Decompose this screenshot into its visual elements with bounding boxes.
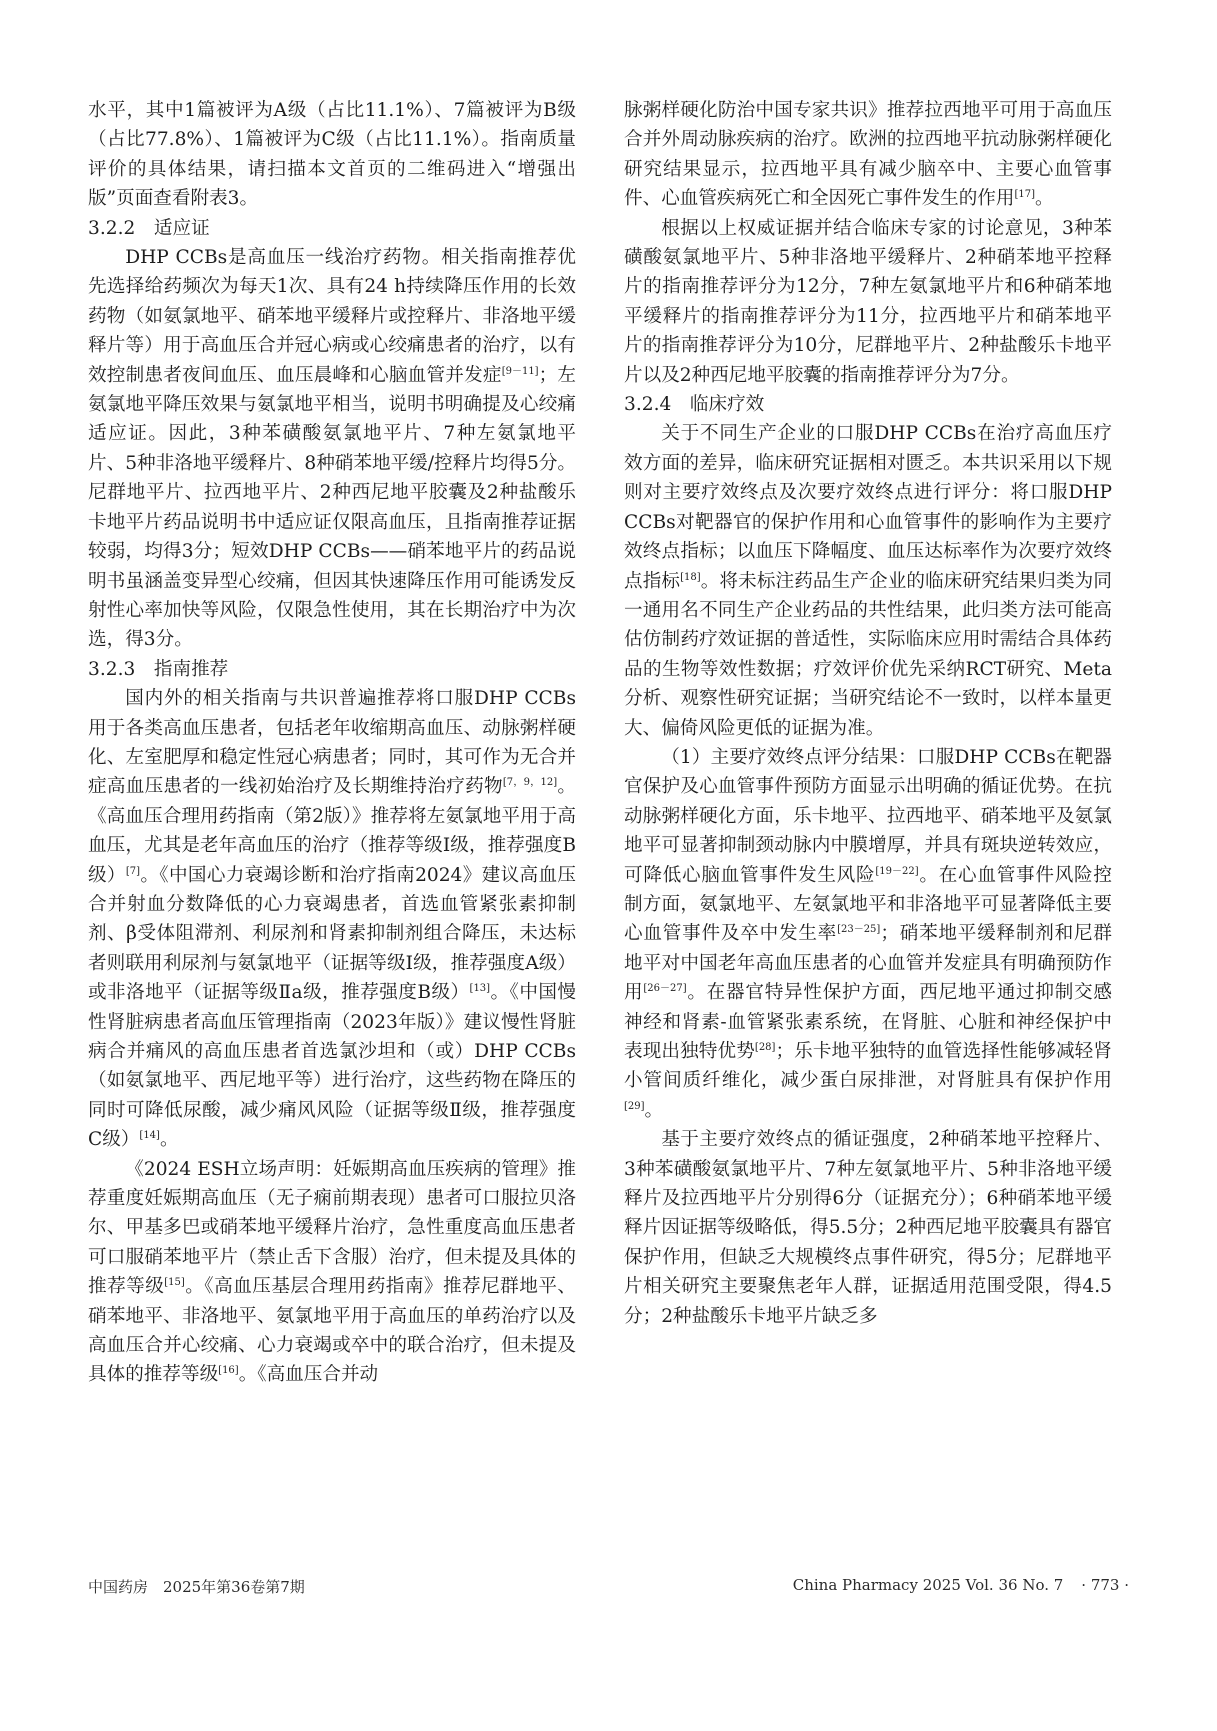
paragraph-continued: 脉粥样硬化防治中国专家共识》推荐拉西地平可用于高血压合并外周动脉疾病的治疗。欧洲的拉西地平抗动脉粥样硬化研究结果显示，拉西地平具有减少脑卒中、主要心血管事件、心血管疾病死亡和全因死亡事件发生的作用[17]。 — [624, 100, 1112, 210]
paragraph-primary-endpoint-scores: 基于主要疗效终点的循证强度，2种硝苯地平控释片、3种苯磺酸氨氯地平片、7种左氨氯地平片、5种非洛地平缓释片及拉西地平片分别得6分（证据充分）；6种硝苯地平缓释片因证据等级略低，得5.5分；2种西尼地平胶囊具有器官保护作用，但缺乏大规模终点事件研究，得5分；尼群地平片相关研究主要聚焦老年人群，证据适用范围受限，得4.5分；2种盐酸乐卡地平片缺乏多 — [624, 1129, 1112, 1327]
citation: [14] — [139, 1130, 160, 1142]
right-column — [624, 96, 1112, 1331]
paragraph-guideline-scores: 根据以上权威证据并结合临床专家的讨论意见，3种苯磺酸氨氯地平片、5种非洛地平缓释片、2种硝苯地平控释片的指南推荐评分为12分，7种左氨氯地平片和6种硝苯地平缓释片的指南推荐评分为11分，拉西地平片和硝苯地平片的指南推荐评分为10分，尼群地平片、2种盐酸乐卡地平片以及2种西尼地平胶囊的指南推荐评分为7分。 — [624, 217, 1112, 386]
citation: [17] — [1014, 189, 1036, 201]
paragraph-guideline-recommendations: 国内外的相关指南与共识普遍推荐将口服DHP CCBs用于各类高血压患者，包括老年收缩期高血压、动脉粥样硬化、左室肥厚和稳定性冠心病患者；同时，其可作为无合并症高血压患者的一线初始治疗及长期维持治疗药物[7，9，12]。《高血压合理用药指南（第2版）》推荐将左氨氯地平用于高血压，尤其是老年高血压的治疗（推荐等级Ⅰ级，推荐强度B级）[7]。《中国心力衰竭诊断和治疗指南2024》建议高血压合并射血分数降低的心力衰竭患者，首选血管紧张素抑制剂、β受体阻滞剂、利尿剂和肾素抑制剂组合降压，未达标者则联用利尿剂与氨氯地平（证据等级Ⅰ级，推荐强度A级）或非洛地平（证据等级Ⅱa级，推荐强度B级）[13]。《中国慢性肾脏病患者高血压管理指南（2023年版）》建议慢性肾脏病合并痛风的高血压患者首选氯沙坦和（或）DHP CCBs（如氨氯地平、西尼地平等）进行治疗，这些药物在降压的同时可降低尿酸，减少痛风风险（证据等级Ⅱ级，推荐强度C级）[14]。 — [88, 688, 577, 1151]
paragraph-esh-statement: 《2024 ESH立场声明：妊娠期高血压疾病的管理》推荐重度妊娠期高血压（无子痫前期表现）患者可口服拉贝洛尔、甲基多巴或硝苯地平缓释片治疗，急性重度高血压患者可口服硝苯地平片（禁止舌下含服）治疗，但未提及具体的推荐等级[15]。《高血压基层合理用药指南》推荐尼群地平、硝苯地平、非洛地平、氨氯地平用于高血压的单药治疗以及高血压合并心绞痛、心力衰竭或卒中的联合治疗，但未提及具体的推荐等级[16]。《高血压合并动 — [88, 1158, 576, 1386]
section-heading-3-2-4: 3.2.4 临床疗效 — [624, 394, 765, 416]
citation: [9－11] — [501, 365, 539, 377]
paragraph-indications: DHP CCBs是高血压一线治疗药物。相关指南推荐优先选择给药频次为每天1次、具有24 h持续降压作用的长效药物（如氨氯地平、硝苯地平缓释片或控释片、非洛地平缓释片等）用于高血压合并冠心病或心绞痛患者的治疗，以有效控制患者夜间血压、血压晨峰和心脑血管并发症[9－11]；左氨氯地平降压效果与氨氯地平相当，说明书明确提及心绞痛适应证。因此，3种苯磺酸氨氯地平片、7种左氨氯地平片、5种非洛地平缓释片、8种硝苯地平缓/控释片均得5分。尼群地平片、拉西地平片、2种西尼地平胶囊及2种盐酸乐卡地平片药品说明书中适应证仅限高血压，且指南推荐证据较弱，均得3分；短效DHP CCBs——硝苯地平片的药品说明书虽涵盖变异型心绞痛，但因其快速降压作用可能诱发反射性心率加快等风险，仅限急性使用，其在长期治疗中为次选，得3分。 — [88, 247, 577, 651]
citation: [23－25] — [837, 924, 881, 936]
citation: [16] — [218, 1365, 239, 1377]
paragraph-quality-grades: 水平，其中1篇被评为A级（占比11.1%）、7篇被评为B级（占比77.8%）、1篇被评为C级（占比11.1%）。指南质量评价的具体结果，请扫描本文首页的二维码进入“增强出版”页面查看附表3。 — [88, 100, 576, 210]
section-heading-3-2-3: 3.2.3 指南推荐 — [88, 658, 229, 680]
citation: [13] — [469, 983, 491, 995]
citation: [7] — [125, 865, 141, 877]
left-column — [88, 96, 576, 1390]
citation: [19－22] — [875, 865, 919, 877]
section-heading-3-2-2: 3.2.2 适应证 — [88, 217, 210, 239]
page-footer — [88, 1576, 1129, 1600]
page-number: · 773 · — [1081, 1576, 1129, 1594]
paragraph-efficacy-rules: 关于不同生产企业的口服DHP CCBs在治疗高血压疗效方面的差异，临床研究证据相对匮乏。本共识采用以下规则对主要疗效终点及次要疗效终点进行评分：将口服DHP CCBs对靶器官的保护作用和心血管事件的影响作为主要疗效终点指标；以血压下降幅度、血压达标率作为次要疗效终点指标[18]。将未标注药品生产企业的临床研究结果归类为同一通用名不同生产企业药品的共性结果，此归类方法可能高估仿制药疗效证据的普适性，实际临床应用时需结合具体药品的生物等效性数据；疗效评价优先采纳RCT研究、Meta分析、观察性研究证据；当研究结论不一致时，以样本量更大、偏倚风险更低的证据为准。 — [624, 423, 1112, 739]
citation: [29] — [624, 1100, 645, 1112]
footer-issue: China Pharmacy 2025 Vol. 36 No. 7 — [792, 1576, 1064, 1594]
citation: [28] — [754, 1042, 776, 1053]
footer-journal-english — [793, 1576, 1129, 1594]
footer-journal-chinese: 中国药房 2025年第36卷第7期 — [88, 1578, 305, 1596]
citation: [26－27] — [643, 983, 687, 995]
paragraph-primary-endpoint: （1）主要疗效终点评分结果：口服DHP CCBs在靶器官保护及心血管事件预防方面显示出明确的循证优势。在抗动脉粥样硬化方面，乐卡地平、拉西地平、硝苯地平及氨氯地平可显著抑制颈动脉内中膜增厚，并具有斑块逆转效应，可降低心脑血管事件发生风险[19－22]。在心血管事件风险控制方面，氨氯地平、左氨氯地平和非洛地平可显著降低主要心血管事件及卒中发生率[23－25]；硝苯地平缓释制剂和尼群地平对中国老年高血压患者的心血管并发症具有明确预防作用[26－27]。在器官特异性保护方面，西尼地平通过抑制交感神经和肾素-血管紧张素系统，在肾脏、心脏和神经保护中表现出独特优势[28]；乐卡地平独特的血管选择性能够减轻肾小管间质纤维化，减少蛋白尿排泄，对肾脏具有保护作用[29]。 — [624, 746, 1112, 1121]
citation: [18] — [680, 571, 701, 583]
citation: [7，9，12] — [502, 777, 558, 789]
citation: [15] — [164, 1277, 185, 1289]
